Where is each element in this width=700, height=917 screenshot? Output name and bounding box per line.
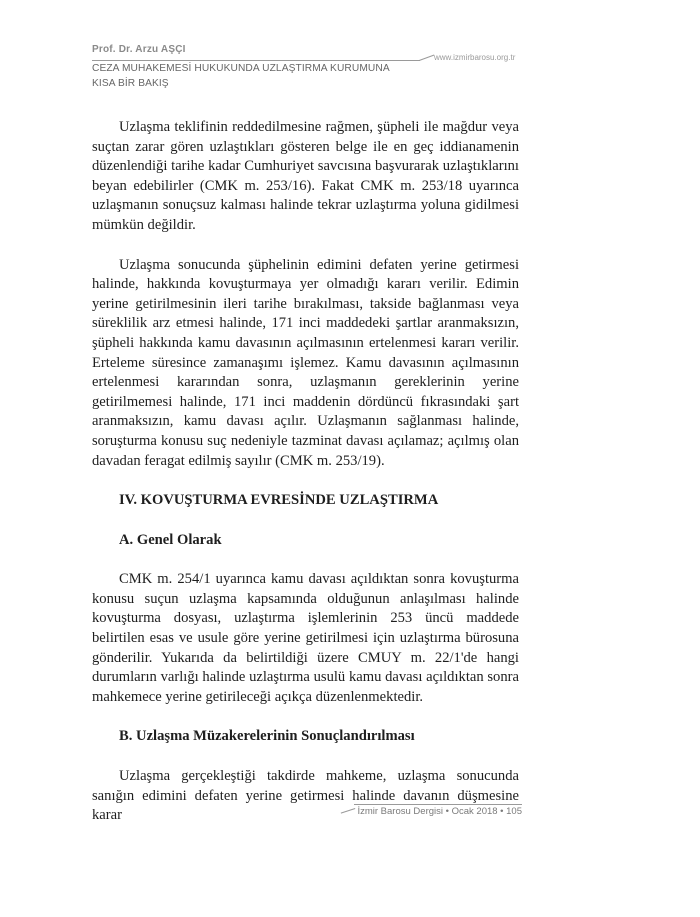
header-title-line-1: CEZA MUHAKEMESİ HUKUKUNDA UZLAŞTIRMA KURUMUNA [92, 63, 390, 74]
header-rule-slant [419, 55, 434, 61]
page-body [92, 118, 519, 826]
header-title-line-2: KISA BİR BAKIŞ [92, 78, 169, 89]
footer-rule [354, 804, 522, 805]
paragraph: Uzlaşma sonucunda şüphelinin edimini defaten yerine getirmesi halinde, hakkında kovuşturmaya yer olmadığı kararı verilir. Edimin yerine getirilmesinin ileri tarihe bırakılması, takside bağlanması veya süreklilik arz etmesi halinde, 171 inci maddedeki şartlar aranmaksızın, şüpheli hakkında kamu davasının açılmasının ertelenmesi kararı verilir. Erteleme süresince zamanaşımı işlemez. Kamu davasının açılmasının ertelenmesi kararından sonra, uzlaşmanın gereklerinin yerine getirilmemesi halinde, 171 inci maddenin dördüncü fıkrasındaki şart aranmaksızın, kamu davası açılır. Uzlaşmanın sağlanması halinde, soruşturma konusu suç nedeniyle tazminat davası açılamaz; açılmış olan davadan feragat edilmiş sayılır (CMK m. 253/19). [92, 256, 519, 469]
subsection-heading: A. Genel Olarak [119, 531, 222, 548]
header-url: www.izmirbarosu.org.tr [434, 53, 516, 62]
header-author: Prof. Dr. Arzu AŞÇI [92, 44, 186, 55]
paragraph: Uzlaşma gerçekleştiği takdirde mahkeme, uzlaşma sonucunda sanığın edimini defaten yerine getirmesi halinde davanın düşmesine karar [92, 768, 519, 824]
section-heading: IV. KOVUŞTURMA EVRESİNDE UZLAŞTIRMA [119, 492, 439, 509]
paragraph: Uzlaşma teklifinin reddedilmesine rağmen, şüpheli ile mağdur veya suçtan zarar gören uzlaştıkları gösteren belge ile en geç iddianamenin düzenlendiği tarihe kadar Cumhuriyet savcısına başvurarak uzlaştıklarını beyan edebilirler (CMK m. 253/16). Fakat CMK m. 253/18 uyarınca uzlaşmanın sonuçsuz kalması halinde tekrar uzlaştırma yoluna gidilmesi mümkün değildir. [92, 119, 519, 233]
footer-journal-info: İzmir Barosu Dergisi • Ocak 2018 • 105 [357, 806, 522, 817]
paragraph: CMK m. 254/1 uyarınca kamu davası açıldıktan sonra kovuşturma konusu suçun uzlaşma kapsamında olduğunun anlaşılması halinde kovuşturma dosyası, uzlaştırma işlemlerinin 253 üncü maddede belirtilen esas ve usule göre yerine getirilmesi için uzlaştırma bürosuna gönderilir. Yukarıda da belirtildiği üzere CMUY m. 22/1'de hangi durumların varlığı halinde uzlaştırma usulü kamu davası açıldıktan sonra mahkemece yerine getirileceği açıkça düzenlenmektedir. [92, 571, 519, 705]
subsection-heading: B. Uzlaşma Müzakerelerinin Sonuçlandırılması [119, 728, 415, 745]
header-article-title [92, 61, 390, 91]
